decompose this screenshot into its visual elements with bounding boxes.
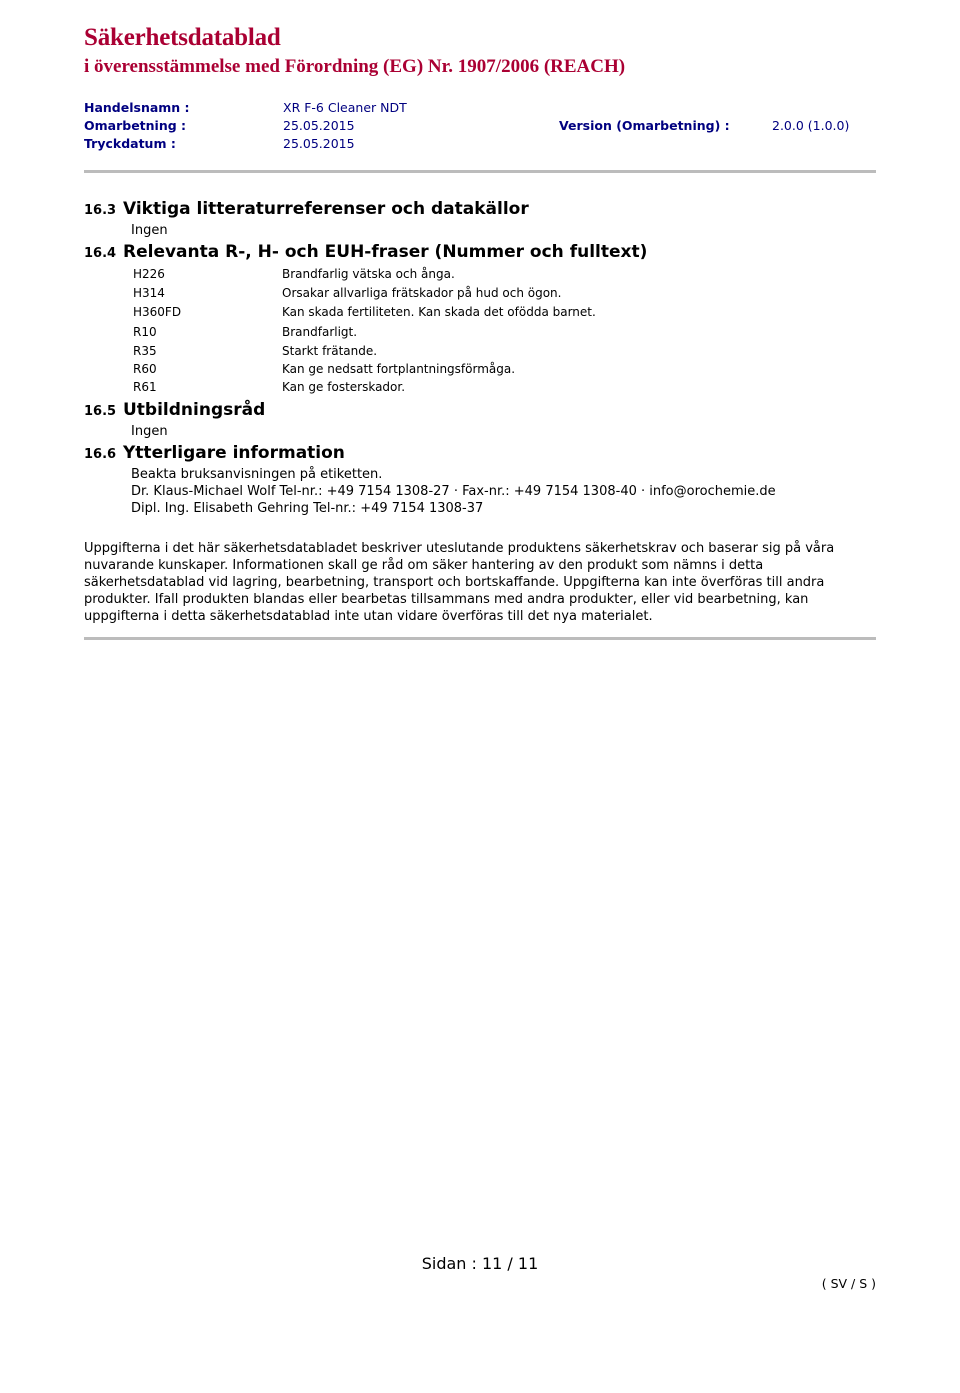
phrase-text: Brandfarligt.: [282, 325, 358, 339]
language-code: ( SV / S ): [821, 1276, 876, 1291]
phrase-code: R60: [133, 362, 157, 376]
phrase-code: R35: [133, 344, 157, 358]
section-16-5-number: 16.5: [84, 404, 117, 419]
phrase-text: Brandfarlig vätska och ånga.: [282, 267, 455, 281]
section-16-6-line: Beakta bruksanvisningen på etiketten.: [131, 467, 383, 482]
phrase-code: H360FD: [133, 305, 182, 319]
phrase-code: R10: [133, 325, 157, 339]
document-subtitle: i överensstämmelse med Förordning (EG) Nr. 1907/2006 (REACH): [84, 56, 626, 77]
footer-divider: [84, 637, 876, 640]
version-value: 2.0.0 (1.0.0): [772, 118, 850, 133]
print-date-value: 25.05.2015: [283, 136, 355, 151]
section-16-4-number: 16.4: [84, 246, 117, 261]
revision-value: 25.05.2015: [283, 118, 355, 133]
print-date-label: Tryckdatum :: [84, 136, 176, 151]
phrase-text: Starkt frätande.: [282, 344, 378, 358]
section-16-4-title: Relevanta R-, H- och EUH-fraser (Nummer och fulltext): [123, 242, 648, 262]
section-16-6-title: Ytterligare information: [123, 443, 345, 463]
phrase-text: Kan ge nedsatt fortplantningsförmåga.: [282, 362, 516, 376]
version-label: Version (Omarbetning) :: [559, 118, 730, 133]
page-number: Sidan : 11 / 11: [421, 1254, 539, 1273]
revision-label: Omarbetning :: [84, 118, 187, 133]
section-16-3-number: 16.3: [84, 203, 117, 218]
header-divider: [84, 170, 876, 173]
section-16-5-content: Ingen: [131, 424, 168, 439]
trade-name-value: XR F-6 Cleaner NDT: [283, 100, 407, 115]
document-title: Säkerhetsdatablad: [84, 24, 281, 51]
phrase-code: H314: [133, 286, 165, 300]
phrase-code: H226: [133, 267, 165, 281]
section-16-6-line: Dr. Klaus-Michael Wolf Tel-nr.: +49 7154 1308-27 · Fax-nr.: +49 7154 1308-40 · info@orochemie.de: [131, 484, 776, 499]
section-16-5-title: Utbildningsråd: [123, 400, 266, 420]
phrase-code: R61: [133, 380, 157, 394]
section-16-6-number: 16.6: [84, 447, 117, 462]
phrase-text: Kan skada fertiliteten. Kan skada det ofödda barnet.: [282, 305, 596, 319]
section-16-3-content: Ingen: [131, 223, 168, 238]
phrase-text: Orsakar allvarliga frätskador på hud och ögon.: [282, 286, 562, 300]
section-16-6-line: Dipl. Ing. Elisabeth Gehring Tel-nr.: +49 7154 1308-37: [131, 501, 484, 516]
phrase-text: Kan ge fosterskador.: [282, 380, 406, 394]
disclaimer-paragraph: Uppgifterna i det här säkerhetsdatabladet beskriver uteslutande produktens säkerhetskrav och baserar sig på våra nuvarande kunskaper. Informationen skall ge råd om säker hantering av den produkt som nämns i detta säkerhetsdatablad vid lagring, bearbetning, transport och bortskaffande. Uppgifterna kan inte överföras till andra produkter. Ifall produkten blandas eller bearbetas tillsammans med andra produkter, eller vid bearbetning, kan uppgifterna i detta säkerhetsdatablad inte utan vidare överföras till det nya materialet.: [84, 541, 835, 624]
section-16-3-title: Viktiga litteraturreferenser och datakällor: [123, 199, 529, 219]
trade-name-label: Handelsnamn :: [84, 100, 190, 115]
